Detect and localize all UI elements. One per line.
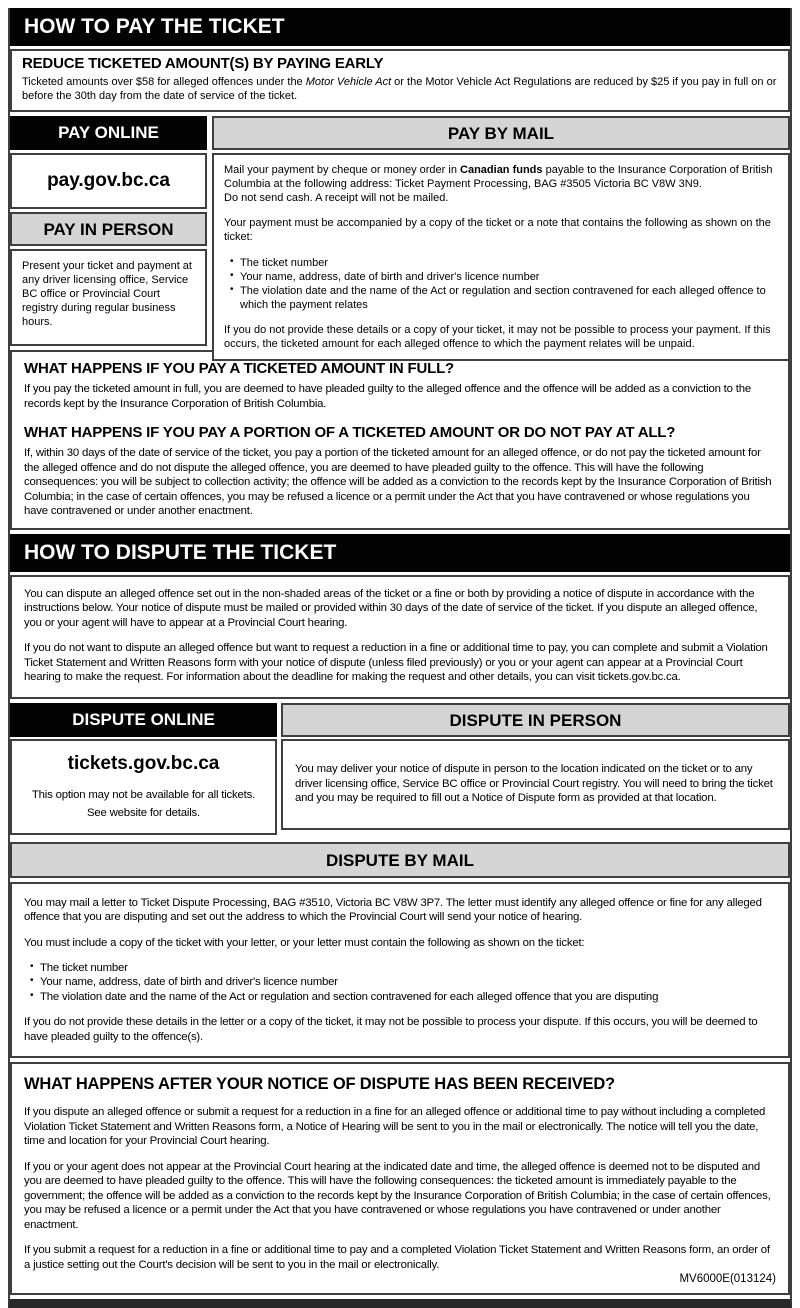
dispute-in-person-header: DISPUTE IN PERSON (281, 703, 790, 737)
after-notice-p2: If you or your agent does not appear at the Provincial Court hearing at the indicated date and time, the alleged offence is deemed not to be disputed and you are deemed to have pleaded guilty to the offence. This will have the following consequences: the ticketed amount is immediately payable to the government; the offence will be added as a conviction to the records kept by the Insurance Corporation of British Columbia; in the case of certain offences, you may be refused a licence or a permit under the Act that you have contravened or whose regulations you have contravened or under another enactment. (24, 1160, 771, 1231)
pay-by-mail-p3: If you do not provide these details or a copy of your ticket, it may not be possible to process your payment. If this occurs, the ticketed amount for each alleged offence to which the payment relates will be unpaid. (224, 323, 771, 350)
pay-by-mail-p1-post: payable to the Insurance Corporation of British Columbia at the following address: Ticket Payment Processing, BAG #3505 Victoria BC V8W 3N9. (224, 164, 773, 191)
after-notice-p3: If you submit a request for a reduction in a fine or additional time to pay and a completed Violation Ticket Statement and Written Reasons form, an order of a justice setting out the Court's decision will be sent to you in the mail or electronically. (24, 1244, 770, 1271)
list-item: • Your name, address, date of birth and driver's licence number (230, 270, 778, 284)
dispute-online-note: This option may not be available for all tickets. See website for details. (31, 788, 256, 819)
payment-consequences-section (10, 350, 790, 529)
reduce-text-post: or the Motor Vehicle Act Regulations are reduced by $25 if you pay in full on or before the 30th day from the date of service of the ticket. (22, 76, 777, 103)
after-notice-heading: WHAT HAPPENS AFTER YOUR NOTICE OF DISPUTE HAS BEEN RECEIVED? (24, 1075, 615, 1094)
pay-online-url-box (10, 153, 207, 209)
dispute-right-column (281, 703, 790, 830)
dispute-by-mail-p2: You must include a copy of the ticket with your letter, or your letter must contain the following as shown on the ticket: (24, 936, 585, 949)
pay-by-mail-p1-pre: Mail your payment by cheque or money order in (224, 164, 461, 177)
form-number: MV6000E(013124) (679, 1273, 776, 1286)
reduce-text-pre: Ticketed amounts over $58 for alleged offences under the (22, 76, 306, 88)
pay-left-column (10, 116, 207, 346)
how-to-pay-title: HOW TO PAY THE TICKET (24, 15, 285, 38)
pay-in-full-text: If you pay the ticketed amount in full, you are deemed to have pleaded guilty to the alleged offence and the offence will be added as a conviction to the records kept by the Insurance Corporation of British Columbia. (24, 383, 751, 410)
pay-portion-heading: WHAT HAPPENS IF YOU PAY A PORTION OF A TICKETED AMOUNT OR DO NOT PAY AT ALL? (24, 424, 676, 442)
reduce-amount-heading: REDUCE TICKETED AMOUNT(S) BY PAYING EARLY (22, 55, 384, 72)
dispute-intro-p2: If you do not want to dispute an alleged offence but want to request a reduction in a fine or additional time to pay, you can complete and submit a Violation Ticket Statement and Written Reasons form with your notice of dispute (unless filed previously) or you or your agent can appear at a Provincial Court hearing to make the request. For information about the deadline for making the request and other details, you can visit tickets.gov.bc.ca. (24, 642, 768, 684)
list-item: • The ticket number (230, 256, 778, 270)
pay-in-full-heading: WHAT HAPPENS IF YOU PAY A TICKETED AMOUNT IN FULL? (24, 360, 455, 378)
dispute-online-header: DISPUTE ONLINE (10, 703, 277, 737)
reduce-amount-text (22, 75, 778, 103)
dispute-online-url: tickets.gov.bc.ca (67, 752, 220, 774)
dispute-by-mail-header: DISPUTE BY MAIL (10, 842, 790, 878)
dispute-left-column (10, 703, 277, 830)
dispute-intro-section (10, 575, 790, 699)
how-to-pay-title-bar (10, 8, 790, 46)
dispute-by-mail-p3: If you do not provide these details in the letter or a copy of the ticket, it may not be possible to process your dispute. If this occurs, you will be deemed to have pleaded guilty to the offence(s). (24, 1016, 758, 1043)
dispute-intro-p1: You can dispute an alleged offence set out in the non-shaded areas of the ticket or a fine or both by providing a notice of dispute in accordance with the instructions below. Your notice of dispute must be mailed or provided within 30 days of the date of service of the ticket. If you dispute an alleged offence, you or your agent will have to appear at a Provincial Court hearing. (24, 587, 758, 629)
pay-by-mail-body (212, 153, 790, 361)
how-to-dispute-title-bar (10, 534, 790, 572)
pay-portion-text: If, within 30 days of the date of service of the ticket, you pay a portion of the ticketed amount for an alleged offence, or do not pay the ticketed amount for the alleged offence and do not dispute the alleged offence, you are deemed to have pleaded guilty to the offence. This will have the following consequences: you will be subject to collection activity; the offence will be added as a conviction to the records kept by the Insurance Corporation of British Columbia; in the case of certain offences, you may be refused a licence or a permit under the Act that you have contravened or whose regulations you have contravened or under another enactment. (24, 447, 772, 518)
after-notice-section (10, 1062, 790, 1294)
dispute-in-person-text: You may deliver your notice of dispute in person to the location indicated on the ticket or to any driver licensing office, Service BC office or Provincial Court registry. You will need to bring the ticket and you may be required to fill out a Notice of Dispute form as provided at that location. (295, 763, 773, 805)
pay-by-mail-header: PAY BY MAIL (212, 116, 790, 150)
ticket-back-page (8, 8, 792, 1308)
after-notice-p1: If you dispute an alleged offence or submit a request for a reduction in a fine for an alleged offence or additional time to pay without including a completed Violation Ticket Statement and Written Reasons form, a Notice of Hearing will be sent to you in the mail or electronically. The notice will tell you the date, time and location for your Provincial Court hearing. (24, 1106, 766, 1148)
pay-by-mail-no-cash-line: Do not send cash. A receipt will not be mailed. (224, 192, 449, 205)
dispute-by-mail-p1: You may mail a letter to Ticket Dispute Processing, BAG #3510, Victoria BC V8W 3P7. The letter must identify any alleged offence or fine for any alleged offence that you are disputing and set out the address to which the Provincial Court will send your notice of hearing. (24, 896, 762, 924)
reduce-amount-section (10, 49, 790, 112)
payment-options-grid (10, 116, 790, 350)
list-item: • The violation date and the name of the Act or regulation and section contravened for each alleged offence to which the payment relates (230, 284, 778, 312)
pay-by-mail-p1 (224, 163, 778, 205)
list-item: • The violation date and the name of the Act or regulation and section contravened for each alleged offence that you are disputing (30, 990, 776, 1004)
how-to-dispute-title: HOW TO DISPUTE THE TICKET (24, 540, 337, 564)
pay-by-mail-bullet-list (224, 256, 778, 312)
pay-by-mail-p2: Your payment must be accompanied by a copy of the ticket or a note that contains the following as shown on the ticket: (224, 217, 771, 244)
pay-right-column (212, 116, 790, 350)
dispute-by-mail-bullet-list (24, 961, 776, 1004)
dispute-by-mail-section (10, 882, 790, 1059)
pay-in-person-header: PAY IN PERSON (10, 212, 207, 246)
dispute-in-person-box (281, 739, 790, 830)
dispute-options-grid (10, 703, 790, 830)
canadian-funds-bold: Canadian funds (460, 164, 543, 177)
pay-online-url: pay.gov.bc.ca (47, 170, 170, 192)
dispute-online-box (10, 739, 277, 835)
list-item: • Your name, address, date of birth and driver's licence number (30, 975, 776, 989)
pay-in-person-text: Present your ticket and payment at any driver licensing office, Service BC office or Provincial Court registry during regular business hours. (10, 249, 207, 346)
pay-online-header: PAY ONLINE (10, 116, 207, 150)
list-item: • The ticket number (30, 961, 776, 975)
motor-vehicle-act-italic: Motor Vehicle Act (305, 76, 392, 88)
